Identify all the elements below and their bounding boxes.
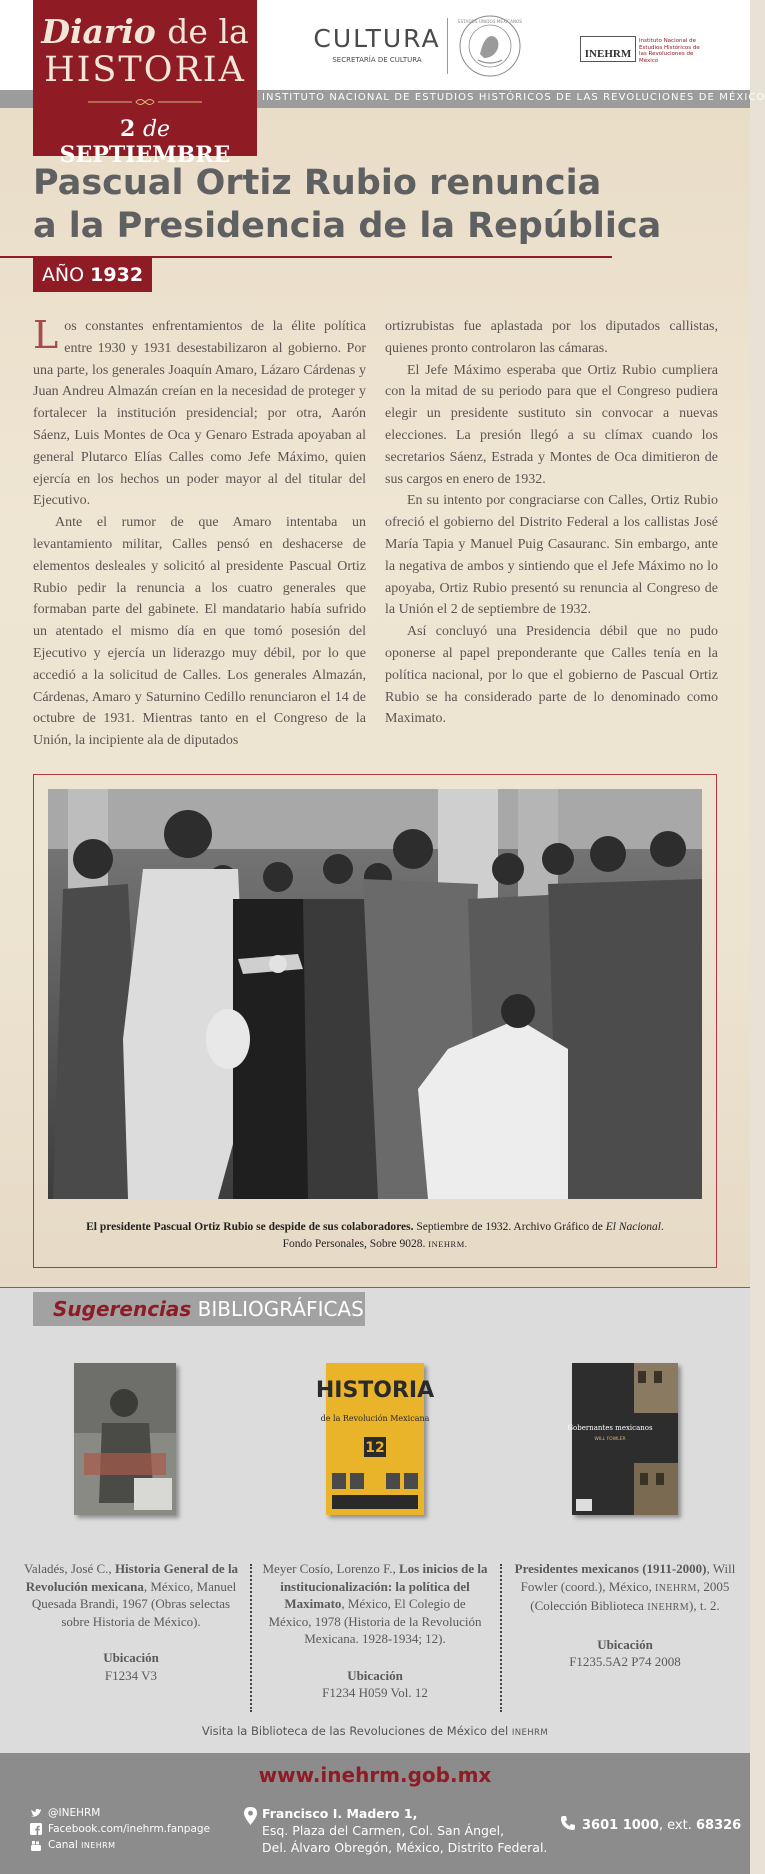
bibliographic-suggestions	[0, 1288, 750, 1753]
ornament-icon	[88, 97, 202, 107]
date-month: SEPTIEMBRE	[59, 142, 231, 168]
footer	[0, 1753, 750, 1874]
ref1-title: Historia General de la Revolución mexicana	[25, 1561, 239, 1594]
address-line2: Esq. Plaza del Carmen, Col. San Ángel,	[262, 1823, 505, 1838]
library-visit-note	[0, 1724, 750, 1738]
article-paragraph-1	[33, 313, 366, 512]
date-de: de	[142, 117, 171, 142]
twitter-handle: @INEHRM	[48, 1807, 101, 1819]
headline-line2: a la Presidencia de la República	[33, 206, 662, 246]
caption-bold: El presidente Pascual Ortiz Rubio se despide de sus colaboradores.	[86, 1221, 414, 1233]
article-paragraph-2: Ante el rumor de que Amaro intentaba un levantamiento militar, Calles pensó en deshacerse de elementos desleales y solicitó al presidente Pascual Ortiz Rubio pedir la renuncia a los cuatro generales que formaban parte del gabinete. El mandatario había sufrido un atentado el mismo día en que tomó posesión del Ejecutivo y ejercía un liderazgo muy débil, por lo que accedió a la solicitud de Calles. Los generales Almazán, Cárdenas, Amaro y Saturnino Cedillo renunciaron el 14 de octubre de 1931. Mientras tanto en el Congreso de la Unión, la incipiente ala de diputados	[33, 515, 366, 749]
ref2-location-label: Ubicación	[347, 1667, 403, 1683]
article-column-right	[385, 316, 718, 730]
ref2-citation	[262, 1560, 488, 1648]
caption-italic: El Nacional	[605, 1221, 661, 1233]
facebook-icon	[30, 1823, 42, 1835]
caption-text: Septiembre de 1932. Archivo Gráfico de	[416, 1221, 603, 1233]
phone-number[interactable]	[582, 1818, 741, 1833]
phone-icon	[560, 1815, 576, 1831]
ref3-inehrm-2: INEHRM	[647, 1602, 690, 1613]
ref1-citation	[18, 1560, 244, 1630]
cultura-subtitle: SECRETARÍA DE CULTURA	[332, 56, 422, 64]
date-day: 2	[119, 116, 136, 142]
suggestions-heading-red: Sugerencias	[53, 1297, 192, 1321]
year-label: AÑO	[41, 264, 85, 286]
phone-main: 3601 1000	[582, 1818, 659, 1833]
brand-line1	[33, 12, 257, 51]
facebook-link[interactable]	[30, 1821, 210, 1837]
address-line3: Del. Álvaro Obregón, México, Distrito Federal.	[262, 1840, 548, 1855]
photo-illustration	[48, 789, 702, 1199]
brand-line2: HISTORIA	[44, 50, 246, 90]
brand-word-diario: Diario	[41, 12, 156, 51]
year-badge	[33, 258, 152, 292]
book-cover-3[interactable]	[567, 1363, 678, 1515]
inehrm-logo	[580, 36, 702, 64]
article-paragraph-6: Así concluyó una Presidencia débil que no pudo oponerse al papel preponderante que Calles tenía en la política nacional, por lo que el gobierno de Pascual Ortiz Rubio se ha considerado parte de lo denominado como Maximato.	[385, 624, 718, 727]
book-cover-2-art	[315, 1363, 435, 1515]
book-cover-2[interactable]	[315, 1363, 435, 1515]
ref1-author: Valadés, José C.,	[23, 1561, 112, 1576]
article-paragraph-4: El Jefe Máximo esperaba que Ortiz Rubio cumpliera con la mitad de su periodo para que el Congreso pudiera elegir un presidente sustituto sin convocar a nuevas elecciones. La presión llegó a su clímax cuando los secretarios Sáenz, Estrada y Montes de Oca dimitieron de sus cargos en enero de 1932.	[385, 362, 718, 487]
inehrm-description: Instituto Nacional de Estudios Históricos de las Revoluciones de México	[639, 38, 700, 64]
book-reference-2	[262, 1560, 488, 1702]
youtube-channel: INEHRM	[81, 1841, 116, 1850]
ref1-rest: , México, Manuel Quesada Brandi, 1967 (Obras selectas sobre Historia de México).	[31, 1578, 237, 1629]
cultura-title: CULTURA	[313, 24, 441, 53]
article-column-left	[33, 313, 366, 752]
headline-line1: Pascual Ortiz Rubio renuncia	[33, 163, 602, 203]
ref2-rest: , México, El Colegio de México, 1978 (Historia de la Revolución Mexicana. 1928-1934; 12).	[268, 1596, 482, 1646]
suggestions-heading	[33, 1292, 365, 1326]
book3-cover-author: WILL FOWLER	[594, 1437, 626, 1442]
phone-ext-label: , ext.	[658, 1818, 692, 1833]
book2-cover-num: 12	[365, 1440, 385, 1456]
book-cover-1[interactable]	[74, 1363, 176, 1515]
ref3-citation	[512, 1560, 738, 1617]
ref2-author: Meyer Cosío, Lorenzo F.,	[262, 1561, 396, 1576]
youtube-label: Canal	[48, 1839, 78, 1851]
ref3-rest-b: , 2005 (Colección Biblioteca	[530, 1578, 730, 1613]
diario-de-la-historia-logo	[33, 0, 257, 168]
brand-word-dela: de la	[167, 12, 249, 51]
institute-bar-text: INSTITUTO NACIONAL DE ESTUDIOS HISTÓRICOS DE LAS REVOLUCIONES DE MÉXICO	[262, 92, 765, 103]
inehrm-box: INEHRM	[580, 36, 636, 62]
phone-ext: 68326	[696, 1818, 742, 1833]
twitter-icon	[30, 1807, 42, 1819]
visit-text: Visita la Biblioteca de las Revoluciones de México del	[201, 1724, 509, 1738]
reference-divider-1	[250, 1564, 252, 1712]
book3-cover-title: Gobernantes mexicanos	[567, 1424, 653, 1432]
drop-cap: L	[33, 313, 59, 357]
book2-cover-title: HISTORIA	[315, 1378, 435, 1403]
ref2-title: Los inicios de la institucionalización: la política del Maximato	[280, 1561, 488, 1611]
twitter-link[interactable]	[30, 1805, 210, 1821]
paragraph-1-text: os constantes enfrentamientos de la élite política entre 1930 y 1931 desestabilizaron al gobierno. Por una parte, los generales Joaquín Amaro, Lázaro Cárdenas y Juan Andreu Almazán creían en la necesidad de proteger y fortalecer la institución presidencial; por otra, Aarón Sáenz, Luis Montes de Oca y Genaro Estrada apoyaban al general Plutarco Elías Calles como Jefe Máximo, quien ejercía en los hechos un poder mayor al del titular del Ejecutivo.	[33, 319, 366, 509]
address-block	[262, 1805, 547, 1856]
caption-inehrm: INEHRM.	[428, 1239, 468, 1249]
ref3-location: F1235.5A2 P74 2008	[569, 1654, 681, 1669]
ref1-location-label: Ubicación	[103, 1650, 159, 1665]
reference-divider-2	[500, 1564, 502, 1712]
social-links	[30, 1805, 210, 1854]
location-pin-icon	[244, 1807, 257, 1825]
website-link[interactable]: www.inehrm.gob.mx	[258, 1763, 492, 1787]
suggestions-heading-white: BIBLIOGRÁFICAS	[197, 1297, 364, 1321]
ref3-rest-a: , Will Fowler (coord.), México,	[520, 1561, 736, 1594]
ref1-location: F1234 V3	[104, 1667, 158, 1683]
book2-cover-sub: de la Revolución Mexicana	[320, 1414, 430, 1423]
youtube-link[interactable]	[30, 1837, 210, 1854]
book-reference-1	[18, 1560, 244, 1684]
date-line	[33, 116, 257, 168]
ref3-title: Presidentes mexicanos (1911-2000)	[514, 1561, 707, 1576]
visit-inehrm: INEHRM	[511, 1728, 549, 1738]
facebook-url: Facebook.com/inehrm.fanpage	[48, 1823, 211, 1835]
article-paragraph-5: En su intento por congraciarse con Calles, Ortiz Rubio ofreció el gobierno del Distrito Federal a los callistas José María Tapia y Manuel Puig Casauranc. Sin embargo, ante la negativa de ambos y sintiendo que el Jefe Máximo no lo apoyaba, Ortiz Rubio presentó su renuncia al Congreso de la Unión el 2 de septiembre de 1932.	[385, 493, 718, 618]
ref3-rest-c: ), t. 2.	[689, 1598, 720, 1613]
ref3-location-label: Ubicación	[597, 1636, 653, 1652]
address-street: Francisco I. Madero 1,	[262, 1806, 418, 1821]
cultura-logo	[312, 24, 442, 64]
seal-text: ESTADOS UNIDOS MEXICANOS	[457, 19, 523, 24]
ref3-inehrm: INEHRM	[654, 1582, 697, 1594]
youtube-icon	[30, 1840, 42, 1852]
book-cover-3-art	[567, 1363, 678, 1515]
photo-frame	[33, 774, 717, 1268]
historic-photograph	[48, 789, 702, 1199]
book-cover-1-art	[74, 1363, 176, 1515]
logo-divider	[447, 18, 448, 74]
national-seal-icon	[458, 14, 522, 78]
caption-line2: Fondo Personales, Sobre 9028.	[282, 1238, 426, 1250]
year-value: 1932	[90, 264, 144, 286]
photo-caption: El presidente Pascual Ortiz Rubio se despide de sus colaboradores. Septiembre de 1932. Archivo Gráfico de El Nacional. Fondo Personales, Sobre 9028. INEHRM.	[86, 1221, 664, 1250]
article-paragraph-3: ortizrubistas fue aplastada por los diputados callistas, quienes pronto controlaron las cámaras.	[385, 319, 718, 356]
headline	[33, 162, 723, 248]
ref2-location: F1234 H059 Vol. 12	[322, 1685, 428, 1700]
book-reference-3	[512, 1560, 738, 1671]
